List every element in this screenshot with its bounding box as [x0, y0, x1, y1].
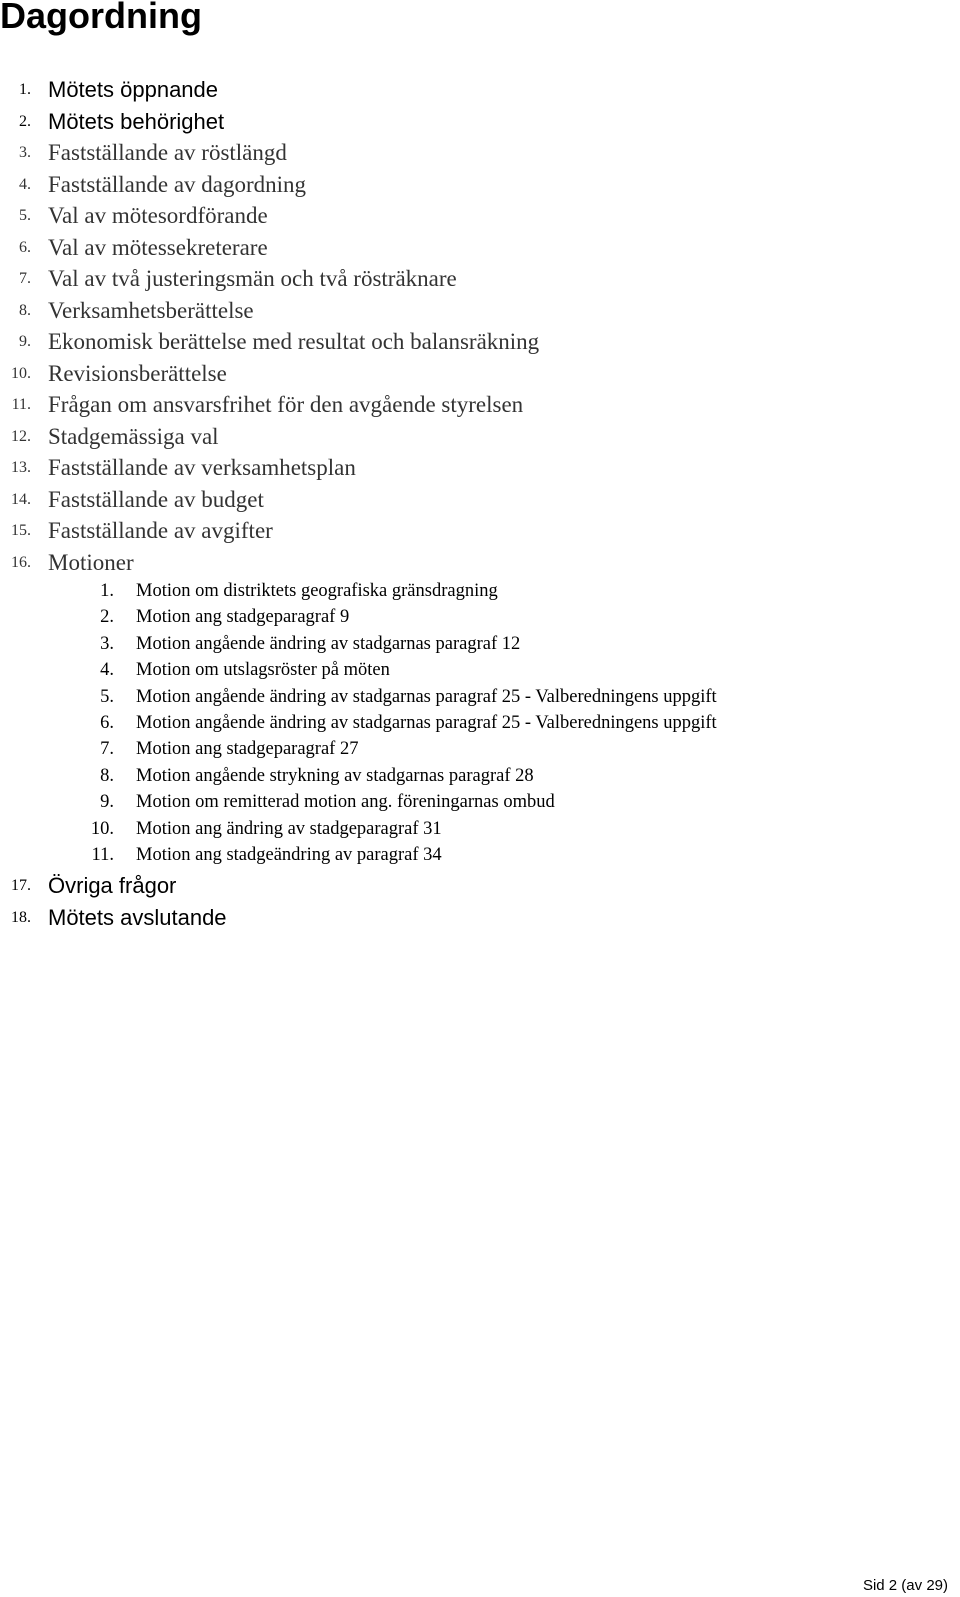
agenda-item	[0, 295, 940, 327]
agenda-item-label: Mötets avslutande	[48, 904, 227, 930]
motion-item	[0, 710, 940, 736]
agenda-item-number: 17.	[11, 877, 31, 895]
agenda-item-label: Fastställande av avgifter	[48, 518, 273, 543]
motion-item	[0, 631, 940, 657]
agenda-item-label: Frågan om ansvarsfrihet för den avgående styrelsen	[48, 392, 524, 417]
agenda-item-number: 3.	[19, 144, 31, 161]
agenda-item	[0, 484, 940, 516]
motion-number: 6.	[100, 712, 114, 733]
agenda-item-label: Val av två justeringsmän och två rösträknare	[48, 266, 457, 291]
agenda-item	[0, 232, 940, 264]
agenda-item-number: 10.	[11, 364, 31, 382]
agenda-item	[0, 870, 940, 902]
agenda-item	[0, 421, 940, 453]
motion-label: Motion om distriktets geografiska gränsdragning	[136, 581, 498, 601]
agenda-item-label: Motioner	[48, 549, 134, 575]
motion-label: Motion angående strykning av stadgarnas paragraf 28	[136, 765, 534, 786]
agenda-item-label: Ekonomisk berättelse med resultat och balansräkning	[48, 329, 540, 354]
motion-label: Motion ang ändring av stadgeparagraf 31	[136, 818, 442, 839]
agenda-item-number: 11.	[11, 396, 31, 413]
agenda-item-number: 9.	[19, 333, 31, 350]
agenda-item-label: Fastställande av dagordning	[48, 171, 307, 197]
agenda-item-number: 5.	[19, 207, 31, 224]
agenda-item	[0, 515, 940, 547]
motion-number: 8.	[100, 765, 114, 786]
motion-item	[0, 657, 940, 683]
agenda-item-label: Val av mötessekreterare	[48, 234, 268, 260]
agenda-item-label: Verksamhetsberättelse	[48, 297, 254, 323]
agenda-item	[0, 106, 940, 138]
agenda-item-number: 18.	[11, 908, 31, 926]
agenda-item-number: 4.	[19, 175, 31, 193]
motion-number: 11.	[91, 844, 114, 865]
agenda-item	[0, 169, 940, 201]
agenda-item	[0, 137, 940, 169]
agenda-item	[0, 902, 940, 934]
agenda-item-number: 12.	[11, 427, 31, 445]
motion-label: Motion om utslagsröster på möten	[136, 660, 390, 681]
motion-item	[0, 789, 940, 815]
agenda-item	[0, 263, 940, 295]
agenda-item	[0, 358, 940, 390]
agenda-item-label: Fastställande av verksamhetsplan	[48, 455, 356, 480]
motion-list	[0, 578, 940, 870]
motion-number: 10.	[90, 818, 114, 839]
agenda-item-label: Mötets behörighet	[48, 108, 225, 134]
motion-item	[0, 842, 940, 868]
agenda-item-label: Fastställande av budget	[48, 486, 264, 512]
motion-label: Motion angående ändring av stadgarnas paragraf 25 - Valberedningens uppgift	[136, 712, 717, 733]
agenda-item-label: Fastställande av röstlängd	[48, 140, 287, 165]
agenda-item	[0, 326, 940, 358]
motion-number: 9.	[100, 792, 114, 813]
motion-item	[0, 763, 940, 789]
motion-item	[0, 736, 940, 762]
motion-label: Motion angående ändring av stadgarnas paragraf 25 - Valberedningens uppgift	[136, 686, 717, 707]
agenda-item-label: Övriga frågor	[48, 873, 177, 899]
agenda-item-number: 1.	[19, 81, 31, 98]
motion-number: 5.	[100, 686, 114, 707]
agenda-item-motions	[0, 547, 940, 579]
motion-item	[0, 816, 940, 842]
page-title: Dagordning	[0, 0, 202, 36]
agenda-item-number: 2.	[19, 112, 31, 130]
motion-label: Motion ang stadgeparagraf 27	[136, 739, 359, 760]
agenda-item-number: 14.	[11, 490, 31, 508]
agenda-item-number: 8.	[19, 301, 31, 319]
motion-label: Motion om remitterad motion ang. föreningarnas ombud	[136, 792, 555, 813]
agenda-list	[0, 74, 940, 933]
agenda-item-number: 6.	[19, 238, 31, 256]
agenda-item-label: Mötets öppnande	[48, 77, 219, 102]
agenda-item-number: 15.	[11, 522, 31, 539]
agenda-item-number: 16.	[11, 553, 31, 571]
agenda-item	[0, 452, 940, 484]
motion-label: Motion angående ändring av stadgarnas paragraf 12	[136, 633, 521, 654]
agenda-item	[0, 200, 940, 232]
motion-item	[0, 604, 940, 630]
agenda-item-label: Revisionsberättelse	[48, 360, 227, 386]
motion-label: Motion ang stadgeändring av paragraf 34	[136, 844, 442, 865]
agenda-item-label: Val av mötesordförande	[48, 203, 268, 228]
motion-item	[0, 684, 940, 710]
agenda-item	[0, 74, 940, 106]
agenda-item-label: Stadgemässiga val	[48, 423, 219, 449]
agenda-item-number: 13.	[11, 459, 31, 476]
motion-label: Motion ang stadgeparagraf 9	[136, 607, 350, 628]
page-number: Sid 2 (av 29)	[862, 1577, 948, 1594]
motion-number: 2.	[100, 607, 114, 628]
motion-number: 1.	[100, 581, 114, 601]
agenda-item-number: 7.	[19, 270, 31, 287]
motion-number: 7.	[100, 739, 114, 760]
motion-number: 4.	[100, 660, 114, 681]
motion-item	[0, 578, 940, 604]
agenda-item	[0, 389, 940, 421]
motion-number: 3.	[100, 633, 114, 654]
